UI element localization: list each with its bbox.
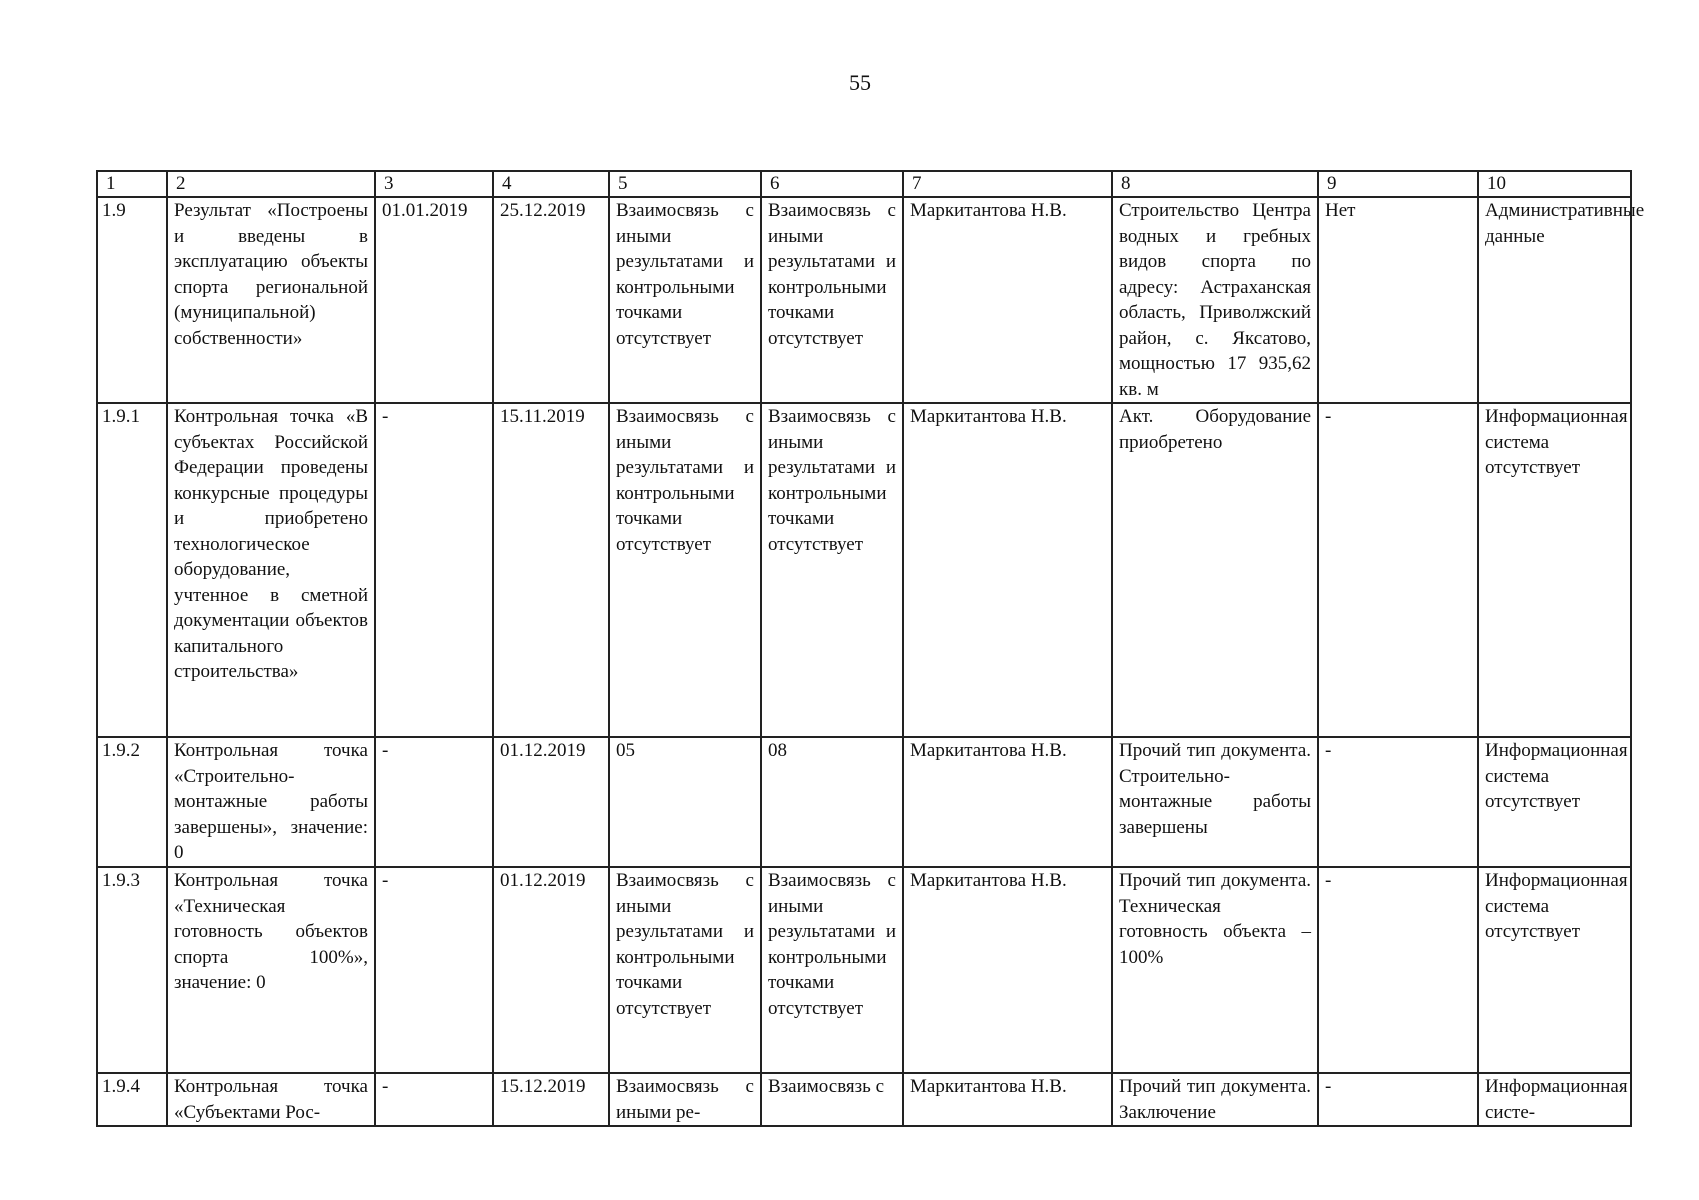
- prev-link: Взаимосвязь с иными результатами и контрольными точками отсутствует: [609, 867, 761, 1073]
- table-header-row: [97, 171, 1631, 197]
- column-header: 6: [761, 171, 903, 197]
- level: Нет: [1318, 197, 1478, 403]
- responsible: Маркитантова Н.В.: [903, 1073, 1112, 1126]
- level: -: [1318, 737, 1478, 867]
- info-source: Информационная систе-: [1478, 1073, 1631, 1126]
- level: -: [1318, 1073, 1478, 1126]
- responsible: Маркитантова Н.В.: [903, 867, 1112, 1073]
- result-description: Прочий тип документа. Техническая готовность объекта – 100%: [1112, 867, 1318, 1073]
- start-date: -: [375, 737, 493, 867]
- column-header: 4: [493, 171, 609, 197]
- next-link: Взаимосвязь с иными результатами и контрольными точками отсутствует: [761, 867, 903, 1073]
- info-source: Информационная система отсутствует: [1478, 737, 1631, 867]
- end-date: 15.12.2019: [493, 1073, 609, 1126]
- start-date: -: [375, 403, 493, 737]
- info-source: Информационная система отсутствует: [1478, 403, 1631, 737]
- row-name: Контрольная точка «Строительно-монтажные работы завершены», значение: 0: [167, 737, 375, 867]
- result-description: Прочий тип документа. Строительно-монтажные работы завершены: [1112, 737, 1318, 867]
- column-header: 7: [903, 171, 1112, 197]
- column-header: 5: [609, 171, 761, 197]
- table-row: [97, 1073, 1631, 1126]
- prev-link: Взаимосвязь с иными результатами и контрольными точками отсутствует: [609, 403, 761, 737]
- next-link: Взаимосвязь с иными результатами и контрольными точками отсутствует: [761, 197, 903, 403]
- end-date: 01.12.2019: [493, 867, 609, 1073]
- prev-link: 05: [609, 737, 761, 867]
- plan-table: [96, 170, 1645, 1127]
- next-link: Взаимосвязь с: [761, 1073, 903, 1126]
- column-header: 8: [1112, 171, 1318, 197]
- table-row: [97, 867, 1631, 1073]
- info-source: Административные данные: [1478, 197, 1631, 403]
- row-number: 1.9.2: [97, 737, 167, 867]
- table-row: [97, 737, 1631, 867]
- row-name: Результат «Построены и введены в эксплуатацию объекты спорта региональной (муниципальной) собственности»: [167, 197, 375, 403]
- start-date: -: [375, 1073, 493, 1126]
- prev-link: Взаимосвязь с иными ре-: [609, 1073, 761, 1126]
- info-source: Информационная система отсутствует: [1478, 867, 1631, 1073]
- column-header: 1: [97, 171, 167, 197]
- column-header: 2: [167, 171, 375, 197]
- row-name: Контрольная точка «В субъектах Российской Федерации проведены конкурсные процедуры и приобретено технологическое оборудование, учтенное в сметной документации объектов капитального строительства»: [167, 403, 375, 737]
- result-description: Строительство Центра водных и гребных видов спорта по адресу: Астраханская область, Приволжский район, с. Яксатово, мощностью 17 935,62 кв. м: [1112, 197, 1318, 403]
- end-date: 15.11.2019: [493, 403, 609, 737]
- row-name: Контрольная точка «Техническая готовность объектов спорта 100%», значение: 0: [167, 867, 375, 1073]
- next-link: 08: [761, 737, 903, 867]
- level: -: [1318, 403, 1478, 737]
- column-header: 10: [1478, 171, 1631, 197]
- result-description: Акт. Оборудование приобретено: [1112, 403, 1318, 737]
- row-number: 1.9.3: [97, 867, 167, 1073]
- row-number: 1.9.4: [97, 1073, 167, 1126]
- next-link: Взаимосвязь с иными результатами и контрольными точками отсутствует: [761, 403, 903, 737]
- responsible: Маркитантова Н.В.: [903, 197, 1112, 403]
- table-row: [97, 197, 1631, 403]
- end-date: 01.12.2019: [493, 737, 609, 867]
- prev-link: Взаимосвязь с иными результатами и контрольными точками отсутствует: [609, 197, 761, 403]
- responsible: Маркитантова Н.В.: [903, 403, 1112, 737]
- column-header: 3: [375, 171, 493, 197]
- level: -: [1318, 867, 1478, 1073]
- end-date: 25.12.2019: [493, 197, 609, 403]
- row-name: Контрольная точка «Субъектами Рос-: [167, 1073, 375, 1126]
- column-header: 9: [1318, 171, 1478, 197]
- row-number: 1.9.1: [97, 403, 167, 737]
- table-row: [97, 403, 1631, 737]
- start-date: 01.01.2019: [375, 197, 493, 403]
- result-description: Прочий тип документа. Заключение: [1112, 1073, 1318, 1126]
- start-date: -: [375, 867, 493, 1073]
- page-number: 55: [849, 70, 871, 95]
- row-number: 1.9: [97, 197, 167, 403]
- responsible: Маркитантова Н.В.: [903, 737, 1112, 867]
